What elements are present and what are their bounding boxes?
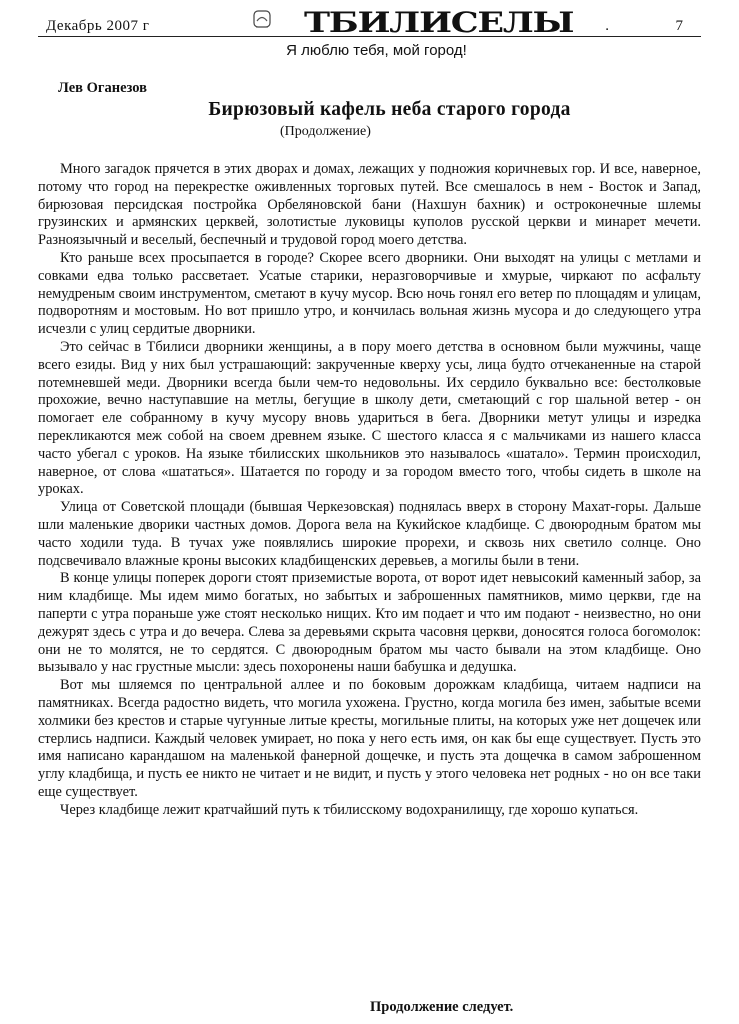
- header-rule: [38, 36, 701, 37]
- article-paragraph: В конце улицы поперек дороги стоят приземистые ворота, от ворот идет невысокий каменный забор, за ним кладбище. Мы идем мимо богатых, но забытых и заброшенных памятников, мимо церкви, где на паперти с утра пораньше уже стоят несколько нищих. Кто им подает и что им подают - неизвестно, но они дежурят здесь с утра и до вечера. Слева за деревьями скрыта часовня церкви, доносятся голоса богомолок: они не то молятся, не то сердятся. С двоюродным братом мы часто бывали на этом кладбище. Оно вызывало у нас грустные мысли: здесь похоронены наши бабушка и дедушка.: [38, 570, 701, 676]
- article-paragraph: Вот мы шляемся по центральной аллее и по боковым дорожкам кладбища, читаем надписи на памятниках. Всегда радостно видеть, что могила ухожена. Грустно, когда могила без имен, забытые всеми холмики без крестов и старые чугунные литые кресты, могильные плиты, на которых уже нет дощечек или стерлись надписи. Каждый человек умирает, но пока у него есть имя, он как бы еще существует. Пусть это имя написано карандашом на маленькой фанерной дощечке, и пусть эта дощечка в самом заброшенном углу кладбища, и пусть ее никто не читает и не видит, и пусть у этого человека нет родных - но он все таки еще существует.: [38, 677, 701, 800]
- article-paragraph: Много загадок прячется в этих дворах и домах, лежащих у подножия коричневых гор. И все, наверное, потому что город на перекрестке оживленных торговых путей. Все смешалось в нем - Восток и Запад, бирюзовая персидская постройка Орбеляновской бани (Нахшун бахник) и остроконечные шлемы грузинских и армянских церквей, золотистые луковицы куполов русской церкви и минарет мечети. Разноязычный и веселый, беспечный и трудовой город моего детства.: [38, 161, 701, 249]
- slogan: Я люблю тебя, мой город!: [286, 42, 467, 59]
- article-paragraph: Это сейчас в Тбилиси дворники женщины, а в пору моего детства в основном были мужчины, чаще всего езиды. Вид у них был устрашающий: закрученные кверху усы, лица будто отчеканенные на старой потемневшей меди. Дворники всегда были чем-то недовольны. Их сердило буквально все: бестолковые прохожие, вечно наступавшие на метлы, бегущие в школу дети, сметающий с гор шальной ветер - он помогает еле собранному в кучу мусору вновь удариться в бега. Дворники метут улицы и изредка перекликаются меж собой на своем древнем языке. С шестого класса я с мальчиками из нашего класса часто убегал с уроков. На языке тбилисских школьников это называлось «шатало». Термин происходил, наверное, от слова «шататься». Шатается по городу и за городом вместо того, чтобы сидеть в школе на уроках.: [38, 338, 701, 498]
- page-header: [38, 6, 701, 39]
- newspaper-logo: ТБИЛИСЕЛЫ: [304, 6, 574, 39]
- article-author: Лев Оганезов: [58, 80, 147, 96]
- article-paragraph: Улица от Советской площади (бывшая Черкезовская) поднялась вверх в сторону Махат-горы. Дальше шли маленькие дворики частных домов. Дорога вела на Кукийское кладбище. С двоюродным братом мы часто ходили туда. В тучах уже появлялись широкие прорехи, и сквозь них светило солнце. Оно подсвечивало влажные кроны высоких кладбищенских деревьев, а могилы были в тени.: [38, 499, 701, 569]
- emblem-icon: [252, 9, 272, 31]
- continuation-note: Продолжение следует.: [370, 999, 514, 1015]
- issue-date: Декабрь 2007 г: [46, 18, 150, 34]
- article-body: [38, 161, 701, 819]
- article-title: Бирюзовый кафель неба старого города: [208, 99, 571, 120]
- article-paragraph: Через кладбище лежит кратчайший путь к тбилисскому водохранилищу, где хорошо купаться.: [60, 801, 639, 818]
- page-number: 7: [675, 18, 683, 34]
- header-dot: .: [605, 18, 609, 34]
- article-subtitle: (Продолжение): [280, 124, 371, 139]
- article-paragraph: Кто раньше всех просыпается в городе? Скорее всего дворники. Они выходят на улицы с метлами и совками едва только рассветает. Усатые старики, неразговорчивые и хмурые, чиркают по асфальту немудреным своим инструментом, сметают в кучу мусор. Всю ночь гонял его ветер по площадям и улицам, подворотням и мостовым. Но вот пришло утро, и кончилась вольная жизнь мусора и до следующего утра исчезли с улиц сердитые дворники.: [38, 249, 701, 338]
